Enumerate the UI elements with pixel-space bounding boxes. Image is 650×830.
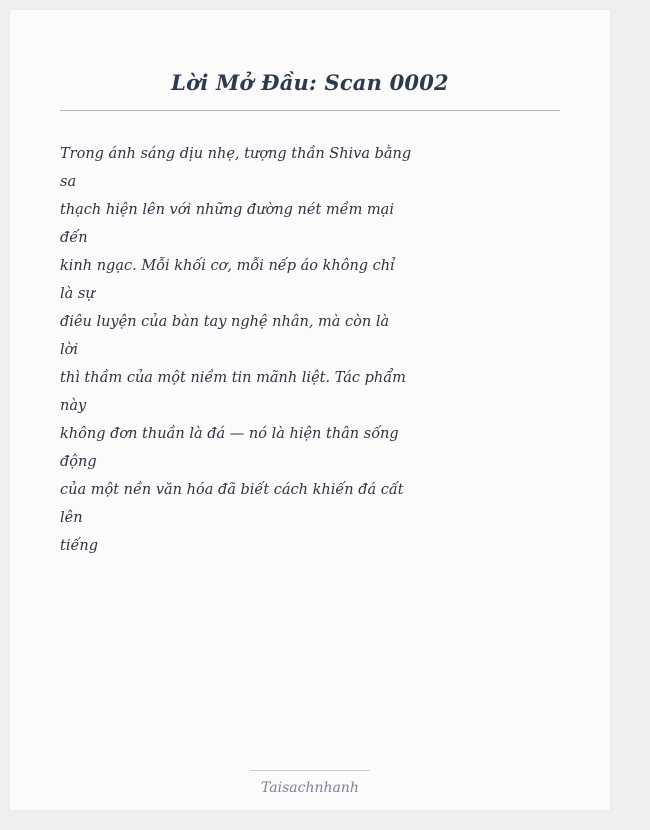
body-line: thì thầm của một niềm tin mãnh liệt. Tác phẩm [60, 370, 406, 386]
body-line: sa [60, 174, 77, 190]
body-line: của một nền văn hóa đã biết cách khiến đá cất [60, 482, 404, 498]
body-line: điêu luyện của bàn tay nghệ nhân, mà còn là [60, 314, 390, 330]
body-line: đến [60, 230, 88, 246]
body-line: thạch hiện lên với những đường nét mềm mại [60, 202, 394, 218]
body-line: tiếng [60, 538, 99, 554]
body-line: này [60, 398, 87, 414]
body-line: động [60, 454, 97, 470]
footer-divider [250, 770, 370, 771]
footer-publisher: Taisachnhanh [261, 780, 359, 796]
body-line: lên [60, 510, 83, 526]
body-line: kinh ngạc. Mỗi khối cơ, mỗi nếp áo không chỉ [60, 258, 395, 274]
body-line: là sự [60, 286, 95, 302]
body-line: Trong ánh sáng dịu nhẹ, tượng thần Shiva bằng [60, 146, 412, 162]
page-title: Lời Mở Đầu: Scan 0002 [171, 70, 449, 95]
body-line: không đơn thuần là đá — nó là hiện thân sống [60, 426, 399, 442]
body-text [60, 140, 412, 560]
document-page [10, 10, 610, 810]
title-divider [60, 110, 560, 111]
body-line: lời [60, 342, 79, 358]
